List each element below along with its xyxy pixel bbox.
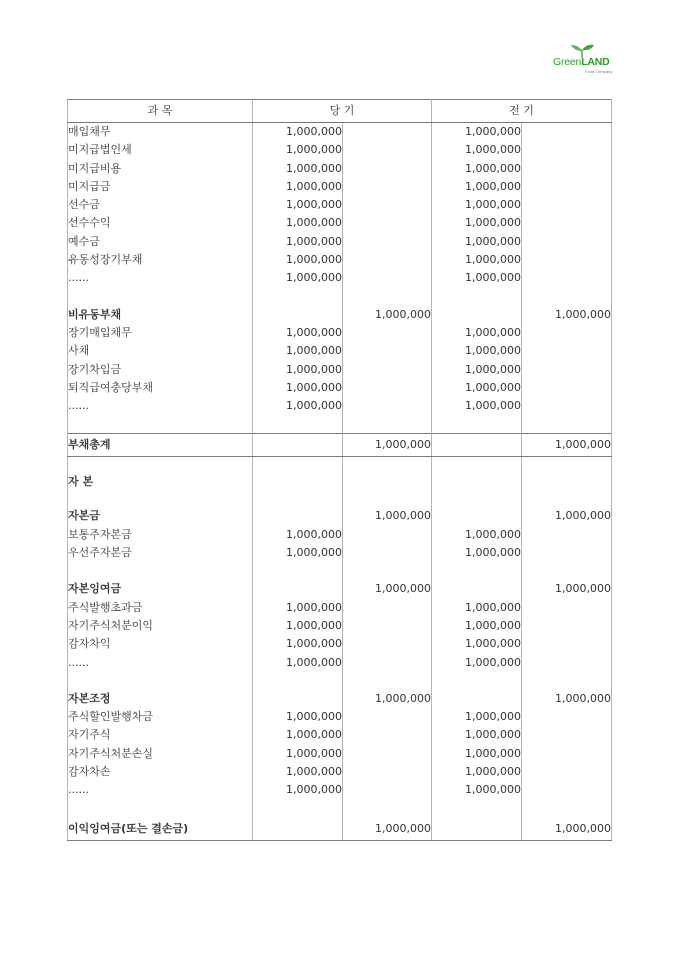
- previous-detail-amount: 1,000,000: [432, 361, 522, 379]
- previous-subtotal-amount: [522, 672, 612, 690]
- account-name: 유동성장기부채: [68, 251, 253, 269]
- current-detail-amount: 1,000,000: [253, 654, 343, 672]
- current-subtotal-amount: [343, 196, 432, 214]
- previous-detail-amount: [432, 306, 522, 324]
- current-detail-amount: 1,000,000: [253, 635, 343, 653]
- account-name: 자기주식: [68, 726, 253, 744]
- table-row: [68, 233, 612, 251]
- current-subtotal-amount: [343, 214, 432, 232]
- previous-detail-amount: [432, 562, 522, 580]
- current-subtotal-amount: [343, 708, 432, 726]
- current-detail-amount: 1,000,000: [253, 178, 343, 196]
- current-detail-amount: 1,000,000: [253, 160, 343, 178]
- current-detail-amount: 1,000,000: [253, 324, 343, 342]
- current-detail-amount: 1,000,000: [253, 141, 343, 159]
- current-detail-amount: 1,000,000: [253, 763, 343, 781]
- previous-detail-amount: [432, 507, 522, 525]
- table-row: [68, 599, 612, 617]
- table-row: [68, 123, 612, 142]
- current-subtotal-amount: [343, 726, 432, 744]
- previous-detail-amount: [432, 818, 522, 841]
- table-row: [68, 726, 612, 744]
- previous-detail-amount: 1,000,000: [432, 233, 522, 251]
- current-subtotal-amount: [343, 526, 432, 544]
- account-name: ......: [68, 269, 253, 287]
- current-detail-amount: 1,000,000: [253, 214, 343, 232]
- current-subtotal-amount: [343, 288, 432, 306]
- spacer-row: [68, 800, 612, 818]
- header-account: 과 목: [68, 100, 253, 123]
- previous-subtotal-amount: [522, 324, 612, 342]
- previous-detail-amount: 1,000,000: [432, 745, 522, 763]
- current-detail-amount: 1,000,000: [253, 361, 343, 379]
- previous-detail-amount: [432, 690, 522, 708]
- table-row: [68, 690, 612, 708]
- previous-subtotal-amount: [522, 781, 612, 799]
- table-row: [68, 196, 612, 214]
- account-name: [68, 562, 253, 580]
- table-header-row: [68, 100, 612, 123]
- account-name: 선수수익: [68, 214, 253, 232]
- current-detail-amount: [253, 818, 343, 841]
- current-detail-amount: [253, 415, 343, 434]
- account-name: 주식할인발행차금: [68, 708, 253, 726]
- current-subtotal-amount: 1,000,000: [343, 818, 432, 841]
- current-subtotal-amount: [343, 562, 432, 580]
- previous-subtotal-amount: [522, 251, 612, 269]
- current-detail-amount: 1,000,000: [253, 526, 343, 544]
- account-name: 장기매입채무: [68, 324, 253, 342]
- previous-detail-amount: 1,000,000: [432, 544, 522, 562]
- account-name: 감자차손: [68, 763, 253, 781]
- previous-subtotal-amount: [522, 745, 612, 763]
- table-row: [68, 526, 612, 544]
- current-subtotal-amount: [343, 397, 432, 415]
- current-subtotal-amount: 1,000,000: [343, 434, 432, 457]
- current-detail-amount: 1,000,000: [253, 745, 343, 763]
- previous-detail-amount: 1,000,000: [432, 599, 522, 617]
- previous-subtotal-amount: [522, 526, 612, 544]
- table-row: [68, 654, 612, 672]
- table-row: [68, 342, 612, 360]
- account-name: 감자차익: [68, 635, 253, 653]
- current-detail-amount: [253, 580, 343, 598]
- previous-subtotal-amount: 1,000,000: [522, 306, 612, 324]
- previous-detail-amount: 1,000,000: [432, 251, 522, 269]
- account-name: 퇴직급여충당부채: [68, 379, 253, 397]
- current-detail-amount: 1,000,000: [253, 379, 343, 397]
- logo-land: LAND: [581, 56, 610, 68]
- account-name: 자기주식처분이익: [68, 617, 253, 635]
- account-name: [68, 672, 253, 690]
- logo-tagline: Food Company: [585, 69, 613, 74]
- balance-sheet-table: [67, 99, 612, 841]
- previous-subtotal-amount: [522, 178, 612, 196]
- table-row: [68, 580, 612, 598]
- table-row: [68, 507, 612, 525]
- previous-detail-amount: [432, 800, 522, 818]
- previous-detail-amount: 1,000,000: [432, 379, 522, 397]
- current-subtotal-amount: [343, 599, 432, 617]
- logo-green: Green: [553, 56, 582, 68]
- table-row: [68, 763, 612, 781]
- current-subtotal-amount: 1,000,000: [343, 690, 432, 708]
- current-subtotal-amount: [343, 251, 432, 269]
- previous-subtotal-amount: [522, 342, 612, 360]
- current-subtotal-amount: [343, 781, 432, 799]
- previous-subtotal-amount: [522, 269, 612, 287]
- previous-detail-amount: [432, 415, 522, 434]
- previous-subtotal-amount: [522, 800, 612, 818]
- table-row: [68, 457, 612, 508]
- previous-detail-amount: 1,000,000: [432, 160, 522, 178]
- current-detail-amount: 1,000,000: [253, 123, 343, 142]
- current-subtotal-amount: [343, 800, 432, 818]
- company-logo: [553, 44, 613, 78]
- account-name: ......: [68, 781, 253, 799]
- previous-detail-amount: 1,000,000: [432, 269, 522, 287]
- current-detail-amount: 1,000,000: [253, 269, 343, 287]
- current-subtotal-amount: [343, 617, 432, 635]
- previous-subtotal-amount: [522, 288, 612, 306]
- account-name: 선수금: [68, 196, 253, 214]
- current-detail-amount: [253, 507, 343, 525]
- previous-detail-amount: 1,000,000: [432, 781, 522, 799]
- current-subtotal-amount: [343, 654, 432, 672]
- table-row: [68, 379, 612, 397]
- current-detail-amount: [253, 562, 343, 580]
- previous-detail-amount: 1,000,000: [432, 196, 522, 214]
- table-row: [68, 178, 612, 196]
- previous-detail-amount: 1,000,000: [432, 342, 522, 360]
- current-subtotal-amount: [343, 379, 432, 397]
- previous-detail-amount: 1,000,000: [432, 178, 522, 196]
- current-subtotal-amount: 1,000,000: [343, 507, 432, 525]
- account-name: [68, 415, 253, 434]
- account-name: 미지급법인세: [68, 141, 253, 159]
- previous-subtotal-amount: [522, 763, 612, 781]
- table-row: [68, 141, 612, 159]
- current-detail-amount: [253, 690, 343, 708]
- table-row: [68, 397, 612, 415]
- current-detail-amount: 1,000,000: [253, 781, 343, 799]
- table-row: [68, 269, 612, 287]
- account-name: 자본조정: [68, 690, 253, 708]
- previous-subtotal-amount: 1,000,000: [522, 818, 612, 841]
- current-detail-amount: 1,000,000: [253, 617, 343, 635]
- previous-subtotal-amount: [522, 726, 612, 744]
- current-subtotal-amount: [343, 745, 432, 763]
- table-row: [68, 635, 612, 653]
- previous-detail-amount: [432, 434, 522, 457]
- previous-subtotal-amount: [522, 361, 612, 379]
- current-detail-amount: 1,000,000: [253, 342, 343, 360]
- account-name: 사채: [68, 342, 253, 360]
- table-row: [68, 214, 612, 232]
- account-name: 우선주자본금: [68, 544, 253, 562]
- previous-detail-amount: 1,000,000: [432, 123, 522, 142]
- previous-detail-amount: 1,000,000: [432, 654, 522, 672]
- previous-subtotal-amount: [522, 617, 612, 635]
- previous-subtotal-amount: [522, 214, 612, 232]
- previous-detail-amount: 1,000,000: [432, 214, 522, 232]
- table-row: [68, 617, 612, 635]
- current-detail-amount: [253, 457, 343, 508]
- previous-subtotal-amount: [522, 196, 612, 214]
- current-subtotal-amount: [343, 544, 432, 562]
- spacer-row: [68, 288, 612, 306]
- previous-detail-amount: 1,000,000: [432, 141, 522, 159]
- current-subtotal-amount: [343, 233, 432, 251]
- previous-subtotal-amount: [522, 379, 612, 397]
- previous-subtotal-amount: [522, 457, 612, 508]
- previous-detail-amount: [432, 580, 522, 598]
- previous-detail-amount: 1,000,000: [432, 397, 522, 415]
- table-body: [68, 123, 612, 841]
- account-name: [68, 800, 253, 818]
- table-row: [68, 324, 612, 342]
- current-subtotal-amount: [343, 763, 432, 781]
- previous-subtotal-amount: [522, 635, 612, 653]
- current-subtotal-amount: 1,000,000: [343, 306, 432, 324]
- previous-subtotal-amount: [522, 415, 612, 434]
- account-name: 자본금: [68, 507, 253, 525]
- current-detail-amount: 1,000,000: [253, 726, 343, 744]
- header-current-period: 당 기: [253, 100, 432, 123]
- logo-wordmark: [553, 56, 610, 68]
- account-name: 보통주자본금: [68, 526, 253, 544]
- table-row: [68, 708, 612, 726]
- previous-detail-amount: 1,000,000: [432, 526, 522, 544]
- previous-subtotal-amount: [522, 544, 612, 562]
- previous-detail-amount: 1,000,000: [432, 635, 522, 653]
- current-detail-amount: 1,000,000: [253, 233, 343, 251]
- current-subtotal-amount: [343, 324, 432, 342]
- account-name: ......: [68, 397, 253, 415]
- current-subtotal-amount: [343, 178, 432, 196]
- spacer-row: [68, 562, 612, 580]
- current-detail-amount: 1,000,000: [253, 544, 343, 562]
- account-name: 부채총계: [68, 434, 253, 457]
- previous-subtotal-amount: 1,000,000: [522, 690, 612, 708]
- previous-subtotal-amount: 1,000,000: [522, 580, 612, 598]
- account-name: 이익잉여금(또는 결손금): [68, 818, 253, 841]
- current-detail-amount: 1,000,000: [253, 599, 343, 617]
- account-name: 비유동부채: [68, 306, 253, 324]
- previous-detail-amount: [432, 457, 522, 508]
- table-row: [68, 361, 612, 379]
- account-name: 미지급비용: [68, 160, 253, 178]
- account-name: 예수금: [68, 233, 253, 251]
- table-row: [68, 544, 612, 562]
- previous-detail-amount: 1,000,000: [432, 726, 522, 744]
- current-subtotal-amount: [343, 123, 432, 142]
- header-previous-period: 전 기: [432, 100, 612, 123]
- current-subtotal-amount: [343, 457, 432, 508]
- current-subtotal-amount: [343, 269, 432, 287]
- table-row: [68, 745, 612, 763]
- current-subtotal-amount: 1,000,000: [343, 580, 432, 598]
- current-detail-amount: [253, 800, 343, 818]
- account-name: 매입채무: [68, 123, 253, 142]
- spacer-row: [68, 672, 612, 690]
- current-subtotal-amount: [343, 415, 432, 434]
- table-row: [68, 251, 612, 269]
- current-detail-amount: [253, 306, 343, 324]
- account-name: 장기차입금: [68, 361, 253, 379]
- account-name: [68, 288, 253, 306]
- previous-subtotal-amount: [522, 141, 612, 159]
- previous-subtotal-amount: 1,000,000: [522, 507, 612, 525]
- previous-subtotal-amount: 1,000,000: [522, 434, 612, 457]
- previous-subtotal-amount: [522, 233, 612, 251]
- previous-subtotal-amount: [522, 708, 612, 726]
- current-subtotal-amount: [343, 342, 432, 360]
- current-detail-amount: 1,000,000: [253, 196, 343, 214]
- previous-subtotal-amount: [522, 123, 612, 142]
- current-subtotal-amount: [343, 361, 432, 379]
- previous-detail-amount: 1,000,000: [432, 324, 522, 342]
- account-name: 자 본: [68, 457, 253, 508]
- table-row: [68, 818, 612, 841]
- previous-detail-amount: [432, 672, 522, 690]
- account-name: 자본잉여금: [68, 580, 253, 598]
- current-subtotal-amount: [343, 141, 432, 159]
- table-row: [68, 781, 612, 799]
- previous-subtotal-amount: [522, 397, 612, 415]
- account-name: 자기주식처분손실: [68, 745, 253, 763]
- previous-subtotal-amount: [522, 599, 612, 617]
- previous-detail-amount: 1,000,000: [432, 617, 522, 635]
- current-detail-amount: 1,000,000: [253, 708, 343, 726]
- previous-subtotal-amount: [522, 654, 612, 672]
- current-detail-amount: [253, 434, 343, 457]
- current-detail-amount: [253, 672, 343, 690]
- current-subtotal-amount: [343, 160, 432, 178]
- current-detail-amount: [253, 288, 343, 306]
- previous-detail-amount: [432, 288, 522, 306]
- table-row: [68, 434, 612, 457]
- spacer-row: [68, 415, 612, 434]
- account-name: 미지급금: [68, 178, 253, 196]
- previous-detail-amount: 1,000,000: [432, 708, 522, 726]
- current-detail-amount: 1,000,000: [253, 251, 343, 269]
- previous-subtotal-amount: [522, 160, 612, 178]
- current-detail-amount: 1,000,000: [253, 397, 343, 415]
- account-name: 주식발행초과금: [68, 599, 253, 617]
- previous-subtotal-amount: [522, 562, 612, 580]
- current-subtotal-amount: [343, 672, 432, 690]
- account-name: ......: [68, 654, 253, 672]
- table-row: [68, 306, 612, 324]
- previous-detail-amount: 1,000,000: [432, 763, 522, 781]
- current-subtotal-amount: [343, 635, 432, 653]
- table-row: [68, 160, 612, 178]
